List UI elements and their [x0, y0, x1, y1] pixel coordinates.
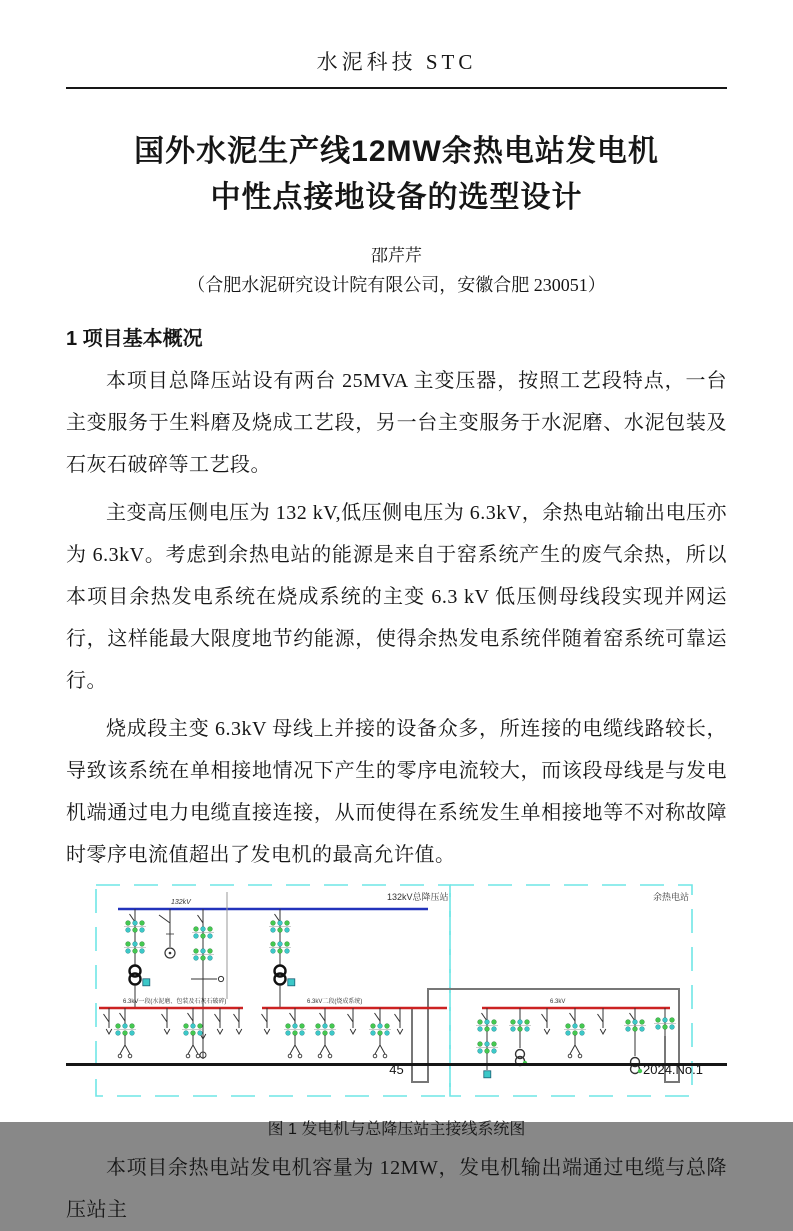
paragraph-after-figure: 本项目余热电站发电机容量为 12MW，发电机输出端通过电缆与总降压站主 — [66, 1157, 727, 1221]
header-rule — [66, 87, 727, 89]
bus-132kv-label: 132kV — [171, 899, 191, 906]
bus-section2-label: 6.3kV二段(烧成系统) — [307, 999, 363, 1005]
pt-feeder — [159, 909, 175, 958]
main-substation-label: 132kV总降压站 — [387, 892, 449, 902]
issue-number: 2024.No.1 — [643, 1062, 703, 1077]
auxiliary-feeder — [191, 909, 224, 1059]
whr-aux-transformer — [509, 1008, 531, 1066]
author-affiliation: （合肥水泥研究设计院有限公司，安徽合肥 230051） — [187, 275, 606, 295]
figure-caption: 图 1 发电机与总降压站主接线系统图 — [267, 1121, 526, 1138]
whr-station-label: 余热电站 — [653, 892, 690, 902]
bus-section1-label: 6.3kV一段(水泥磨、包装及石灰石破碎) — [123, 999, 227, 1005]
cable-return-feeder — [654, 1008, 676, 1036]
article-title-line1: 国外水泥生产线12MW余热电站发电机 — [134, 135, 659, 168]
page-number: 45 — [389, 1062, 404, 1077]
author-name: 邵芹芹 — [371, 246, 422, 265]
paragraph-1: 本项目总降压站设有两台 25MVA 主变压器，按照工艺段特点，一台主变服务于生料磨及烧成工艺段，另一台主变服务于水泥磨、水泥包装及石灰石破碎等工艺段。 — [66, 370, 727, 476]
article-title — [40, 129, 753, 221]
main-transformer-2 — [269, 909, 295, 1008]
bus-whr-label: 6.3kV — [550, 999, 566, 1005]
main-transformer-1 — [124, 909, 150, 1008]
article-title-line2: 中性点接地设备的选型设计 — [210, 181, 583, 214]
section-heading: 1 项目基本概况 — [66, 328, 203, 350]
paragraph-2: 主变高压侧电压为 132 kV,低压侧电压为 6.3kV，余热电站输出电压亦为 6.3kV。考虑到余热电站的能源是来自于窑系统产生的废气余热，所以本项目余热发电系统在烧成系统的主变 6.3 kV 低压侧母线段实现并网运行，这样能最大限度地节约能源，使得余热发电系统伴随着窑系统可靠运行。 — [66, 502, 727, 692]
paragraph-3: 烧成段主变 6.3kV 母线上并接的设备众多，所连接的电缆线路较长，导致该系统在单相接地情况下产生的零序电流较大，而该段母线是与发电机端通过电力电缆直接连接，从而使得在系统发生单相接地等不对称故障时零序电流值超出了发电机的最高允许值。 — [66, 718, 727, 866]
journal-title: 水泥科技 STC — [316, 50, 477, 74]
